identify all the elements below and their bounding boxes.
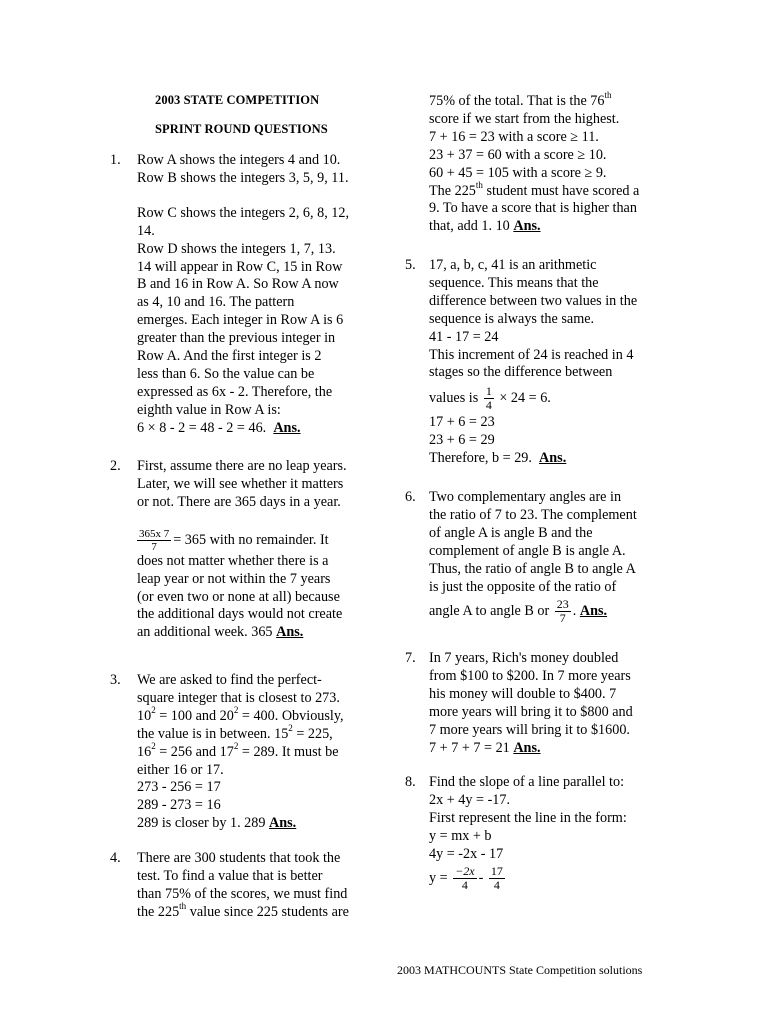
question-1 [110,152,385,438]
answer-label: Ans. [513,218,541,235]
question-8 [405,774,670,892]
text-line: 9. To have a score that is higher than [429,200,637,217]
answer-label: Ans. [273,419,301,436]
text-line: There are 300 students that took the [137,850,341,866]
text-line: than 75% of the scores, we must find [137,885,348,902]
text-line: Row B shows the integers 3, 5, 9, 11. [137,169,349,186]
answer-label: Ans. [276,624,304,641]
answer-text: 289 is closer by 1. 289 [137,815,266,832]
answer-label: Ans. [539,450,567,467]
fraction-line [429,865,670,892]
text-line [429,450,670,468]
text-line: 7 more years will bring it to $1600. [429,721,630,738]
text-line: Row D shows the integers 1, 7, 13. [137,240,336,257]
text-line: 17, a, b, c, 41 is an arithmetic [429,257,597,273]
answer-text: an additional week. 365 [137,624,273,641]
fraction [137,528,171,553]
text-run: = 225, [292,725,333,742]
text-line [137,740,385,762]
text-line: In 7 years, Rich's money doubled [429,650,619,666]
fraction-denominator: 7 [559,611,566,626]
page-title: 2003 STATE COMPETITION [155,93,320,107]
fraction-denominator: 4 [485,398,492,413]
text-line: test. To find a value that is better [137,867,323,884]
text-line: sequence is always the same. [429,310,595,327]
superscript: 2 [288,722,293,733]
text-line [137,705,385,726]
text-line: complement of angle B is angle A. [429,542,626,559]
text-line: Two complementary angles are in [429,489,622,505]
text-run: × 24 = 6. [499,390,551,407]
text-line: 4y = -2x - 17 [429,845,504,862]
text-line: his money will double to $400. 7 [429,685,617,702]
text-line: Row A shows the integers 4 and 10. [137,152,341,168]
text-line: First, assume there are no leap years. [137,458,347,474]
text-run: the 225 [137,903,180,920]
question-number: 7. [405,650,416,666]
text-line: or not. There are 365 days in a year. [137,493,341,510]
text-line: We are asked to find the perfect- [137,672,322,688]
text-line: (or even two or none at all) because [137,588,340,605]
text-run: = 256 and 17 [155,743,234,760]
fraction-line [137,528,385,553]
text-run: = 400. Obviously, [238,707,344,724]
answer-text: Therefore, b = 29. [429,450,532,467]
text-line [137,624,385,642]
fraction [489,865,505,892]
question-4 [110,850,385,922]
text-run: 10 [137,707,152,724]
fraction-numerator: 365x 7 [139,527,170,540]
superscript: 2 [233,705,239,716]
question-number: 3. [110,672,121,688]
fraction-numerator: 1 [485,384,492,399]
question-number: 2. [110,458,121,474]
text-line: Row C shows the integers 2, 6, 8, 12, [137,204,350,221]
answer-label: Ans. [269,815,297,832]
text-line: of angle A is angle B and the [429,524,593,541]
text-line: Row A. And the first integer is 2 [137,348,322,365]
text-line [429,218,670,236]
text-line [137,815,385,833]
fraction-line [429,385,670,412]
fraction-denominator: 7 [151,540,157,553]
question-number: 4. [110,850,121,866]
question-5 [405,257,670,468]
question-number: 6. [405,489,416,505]
text-line: does not matter whether there is a [137,552,329,569]
question-number: 1. [110,152,121,168]
superscript: 2 [233,740,239,751]
text-line: 17 + 6 = 23 [429,414,495,431]
text-run: 75% of the total. That is the 76 [429,93,605,109]
superscript: 2 [151,740,156,751]
text-line: y = mx + b [429,827,492,844]
text-run: the value is in between. 15 [137,725,289,742]
text-line [429,179,670,201]
question-number: 5. [405,257,416,273]
question-4-continued [405,90,670,236]
text-line: leap year or not within the 7 years [137,570,331,587]
text-line: Later, we will see whether it matters [137,475,344,492]
text-line: 273 - 256 = 17 [137,779,221,796]
text-line: emerges. Each integer in Row A is 6 [137,312,344,329]
text-line [429,740,670,758]
answer-label: Ans. [579,603,608,620]
question-6 [405,489,670,625]
page-footer: 2003 MATHCOUNTS State Competition solutions [397,963,643,977]
text-line: expressed as 6x - 2. Therefore, the [137,383,333,400]
text-line: as 4, 10 and 16. The pattern [137,294,295,311]
text-line: First represent the line in the form: [429,809,627,826]
text-run: - [478,869,484,886]
text-line: eighth value in Row A is: [137,401,281,418]
fraction-line [429,598,670,625]
text-run: y = [429,869,448,886]
superscript: 2 [151,705,156,716]
text-line: less than 6. So the value can be [137,365,315,382]
text-line: the additional days would not create [137,606,343,623]
text-line: square integer that is closest to 273. [137,689,340,706]
text-run: = 289. It must be [238,743,339,760]
text-run: angle A to angle B or [429,603,550,620]
text-line: the ratio of 7 to 23. The complement [429,506,637,523]
text-run: value since 225 students are [186,903,349,920]
text-run: 16 [137,743,152,760]
text-line: score if we start from the highest. [429,110,620,127]
text-line: This increment of 24 is reached in 4 [429,346,634,363]
text-line: difference between two values in the [429,292,638,309]
text-line: 14 will appear in Row C, 15 in Row [137,258,343,275]
text-line [137,900,385,922]
text-line: from $100 to $200. In 7 more years [429,667,631,684]
answer-text: 7 + 7 + 7 = 21 [429,739,510,756]
answer-text: 6 × 8 - 2 = 48 - 2 = 46. [137,419,267,436]
text-line: sequence. This means that the [429,274,599,291]
fraction [555,598,571,625]
text-line: 289 - 273 = 16 [137,797,221,814]
text-line [137,722,385,744]
answer-text: that, add 1. 10 [429,218,510,235]
fraction-denominator: 4 [493,877,500,892]
text-line: is just the opposite of the ratio of [429,578,617,595]
text-line: 14. [137,222,155,239]
question-2 [110,458,385,642]
question-7 [405,650,670,757]
text-line: B and 16 in Row A. So Row A now [137,276,339,293]
text-line: 41 - 17 = 24 [429,328,499,345]
section-subtitle: SPRINT ROUND QUESTIONS [155,122,328,136]
fraction [453,865,476,892]
text-line [137,420,385,438]
text-line: 7 + 16 = 23 with a score ≥ 11. [429,128,599,145]
fraction-denominator: 4 [461,877,468,892]
text-run: The 225 [429,182,476,199]
text-line: Find the slope of a line parallel to: [429,774,625,790]
superscript: th [604,90,612,101]
text-line: 23 + 6 = 29 [429,432,495,449]
question-number: 8. [405,774,416,790]
text-line: 60 + 45 = 105 with a score ≥ 9. [429,164,607,181]
text-run: student must have scored a [482,182,640,199]
question-3 [110,672,385,833]
text-run: = 100 and 20 [155,707,234,724]
text-line: 23 + 37 = 60 with a score ≥ 10. [429,146,607,163]
text-line: stages so the difference between [429,364,613,381]
fraction-numerator: 23 [556,597,569,612]
text-line: Thus, the ratio of angle B to angle A [429,560,636,577]
text-line: more years will bring it to $800 and [429,703,633,720]
fraction [484,385,494,412]
text-line: = 365 with no remainder. It [173,531,329,548]
answer-label: Ans. [513,739,541,756]
text-line [429,90,670,111]
text-run: values is [429,390,479,407]
superscript: th [179,900,187,911]
text-line: either 16 or 17. [137,761,224,778]
fraction-numerator: 17 [490,863,503,878]
text-run: . [572,603,577,620]
text-line: 2x + 4y = -17. [429,791,511,808]
fraction-numerator: −2x [455,863,475,878]
superscript: th [475,179,483,190]
text-line: greater than the previous integer in [137,330,336,347]
